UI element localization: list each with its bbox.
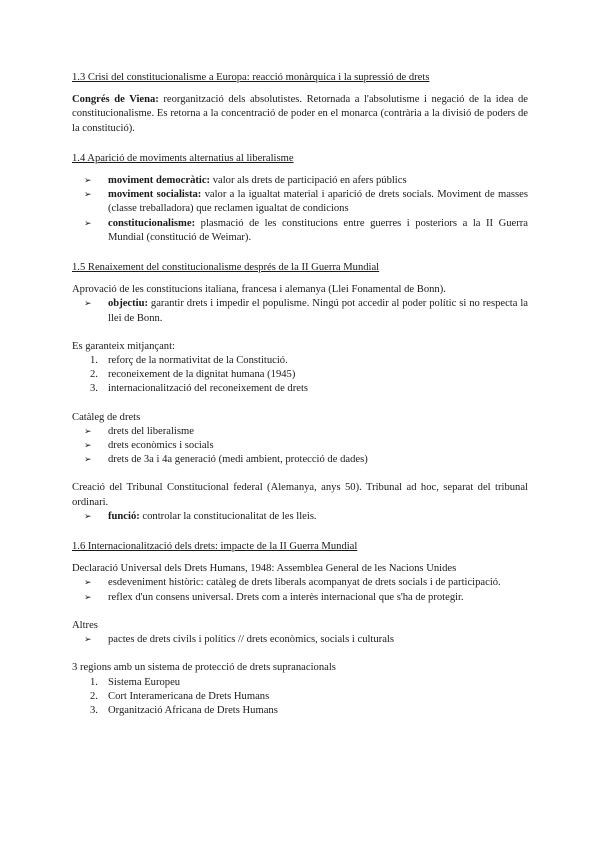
guarantee-label: Es garanteix mitjançant: [72,340,175,352]
others-list [72,633,528,647]
list-item: ➢ funció: controlar la constitucionalitat de les lleis. [72,510,528,524]
arrow-bullet-icon: ➢ [84,426,92,437]
function-list [72,510,528,524]
list-item: ➢ reflex d'un consens universal. Drets com a interès internacional que s'ha de protegir. [72,591,528,605]
list-item: ➢ objectiu: garantir drets i impedir el populisme. Ningú pot accedir al poder polític si no respecta la llei de Bonn. [84,298,528,324]
list-item: ➢ pactes de drets civils i polítics // drets econòmics, socials i culturals [72,633,528,647]
list-item: 3. Organització Africana de Drets Humans [90,704,278,716]
list-item: ➢ drets del liberalisme [72,425,528,439]
arrow-bullet-icon: ➢ [84,455,92,466]
vienna-text: reorganització dels absolutistes. Retornada a l'absolutisme i negació de la idea de constitucionalisme. Es retorna a la concentració de poder en el monarca (contrària a la divisió de poders de la constitució). [72,94,528,134]
arrow-bullet-icon: ➢ [84,299,92,310]
list-item: 1. Sistema Europeu [90,676,181,688]
list-item: ➢ drets de 3a i 4a generació (medi ambient, protecció de dades) [72,453,528,467]
tribunal-paragraph: Creació del Tribunal Constitucional federal (Alemanya, anys 50). Tribunal ad hoc, separat del tribunal ordinari. [72,482,528,508]
movements-list [72,174,528,245]
arrow-bullet-icon: ➢ [84,441,92,452]
objective-list [72,297,528,325]
arrow-bullet-icon: ➢ [84,176,92,187]
others-label: Altres [72,619,98,631]
vienna-term: Congrés de Viena: [72,94,159,106]
declaration-intro: Declaració Universal dels Drets Humans, 1948: Assemblea General de les Nacions Unides [72,563,457,575]
list-item: 3. internacionalització del reconeixement de drets [90,383,309,395]
section-heading-1-3: 1.3 Crisi del constitucionalisme a Europa: reacció monàrquica i la supressió de drets [72,72,430,83]
constitutions-intro: Aprovació de les constitucions italiana, francesa i alemanya (Llei Fonamental de Bonn). [72,284,446,296]
arrow-bullet-icon: ➢ [84,218,92,229]
arrow-bullet-icon: ➢ [84,635,92,646]
document-content [72,71,528,718]
catalog-list [72,425,528,468]
vienna-paragraph [72,93,528,136]
section-heading-1-5: 1.5 Renaixement del constitucionalisme després de la II Guerra Mundial [72,262,380,274]
declaration-list [72,576,528,604]
arrow-bullet-icon: ➢ [84,592,92,603]
list-item: ➢ drets econòmics i socials [72,439,528,453]
list-item: ➢ moviment socialista: valor a la igualtat material i aparició de drets socials. Moviment de masses (classe treballadora) que reclamen igualtat de condicions [84,189,528,215]
regions-list [72,676,528,719]
arrow-bullet-icon: ➢ [84,511,92,522]
list-item: 1. reforç de la normativitat de la Constitució. [90,355,288,367]
list-item: ➢ constitucionalisme: plasmació de les constitucions entre guerres i posteriors a la II Guerra Mundial (constitució de Weimar). [84,217,528,243]
list-item: ➢ esdeveniment històric: catàleg de drets liberals acompanyat de drets socials i de participació. [72,576,528,590]
regions-label: 3 regions amb un sistema de protecció de drets supranacionals [72,662,336,674]
arrow-bullet-icon: ➢ [84,190,92,201]
list-item: 2. Cort Interamericana de Drets Humans [90,690,270,702]
catalog-label: Catàleg de drets [72,411,141,423]
list-item: ➢ moviment democràtic: valor als drets de participació en afers públics [72,174,528,188]
arrow-bullet-icon: ➢ [84,578,92,589]
section-heading-1-6: 1.6 Internacionalització dels drets: impacte de la II Guerra Mundial [72,541,358,553]
guarantee-list [72,354,528,397]
list-item: 2. reconeixement de la dignitat humana (1945) [90,369,296,381]
section-heading-1-4: 1.4 Aparició de moviments alternatius al liberalisme [72,152,294,164]
